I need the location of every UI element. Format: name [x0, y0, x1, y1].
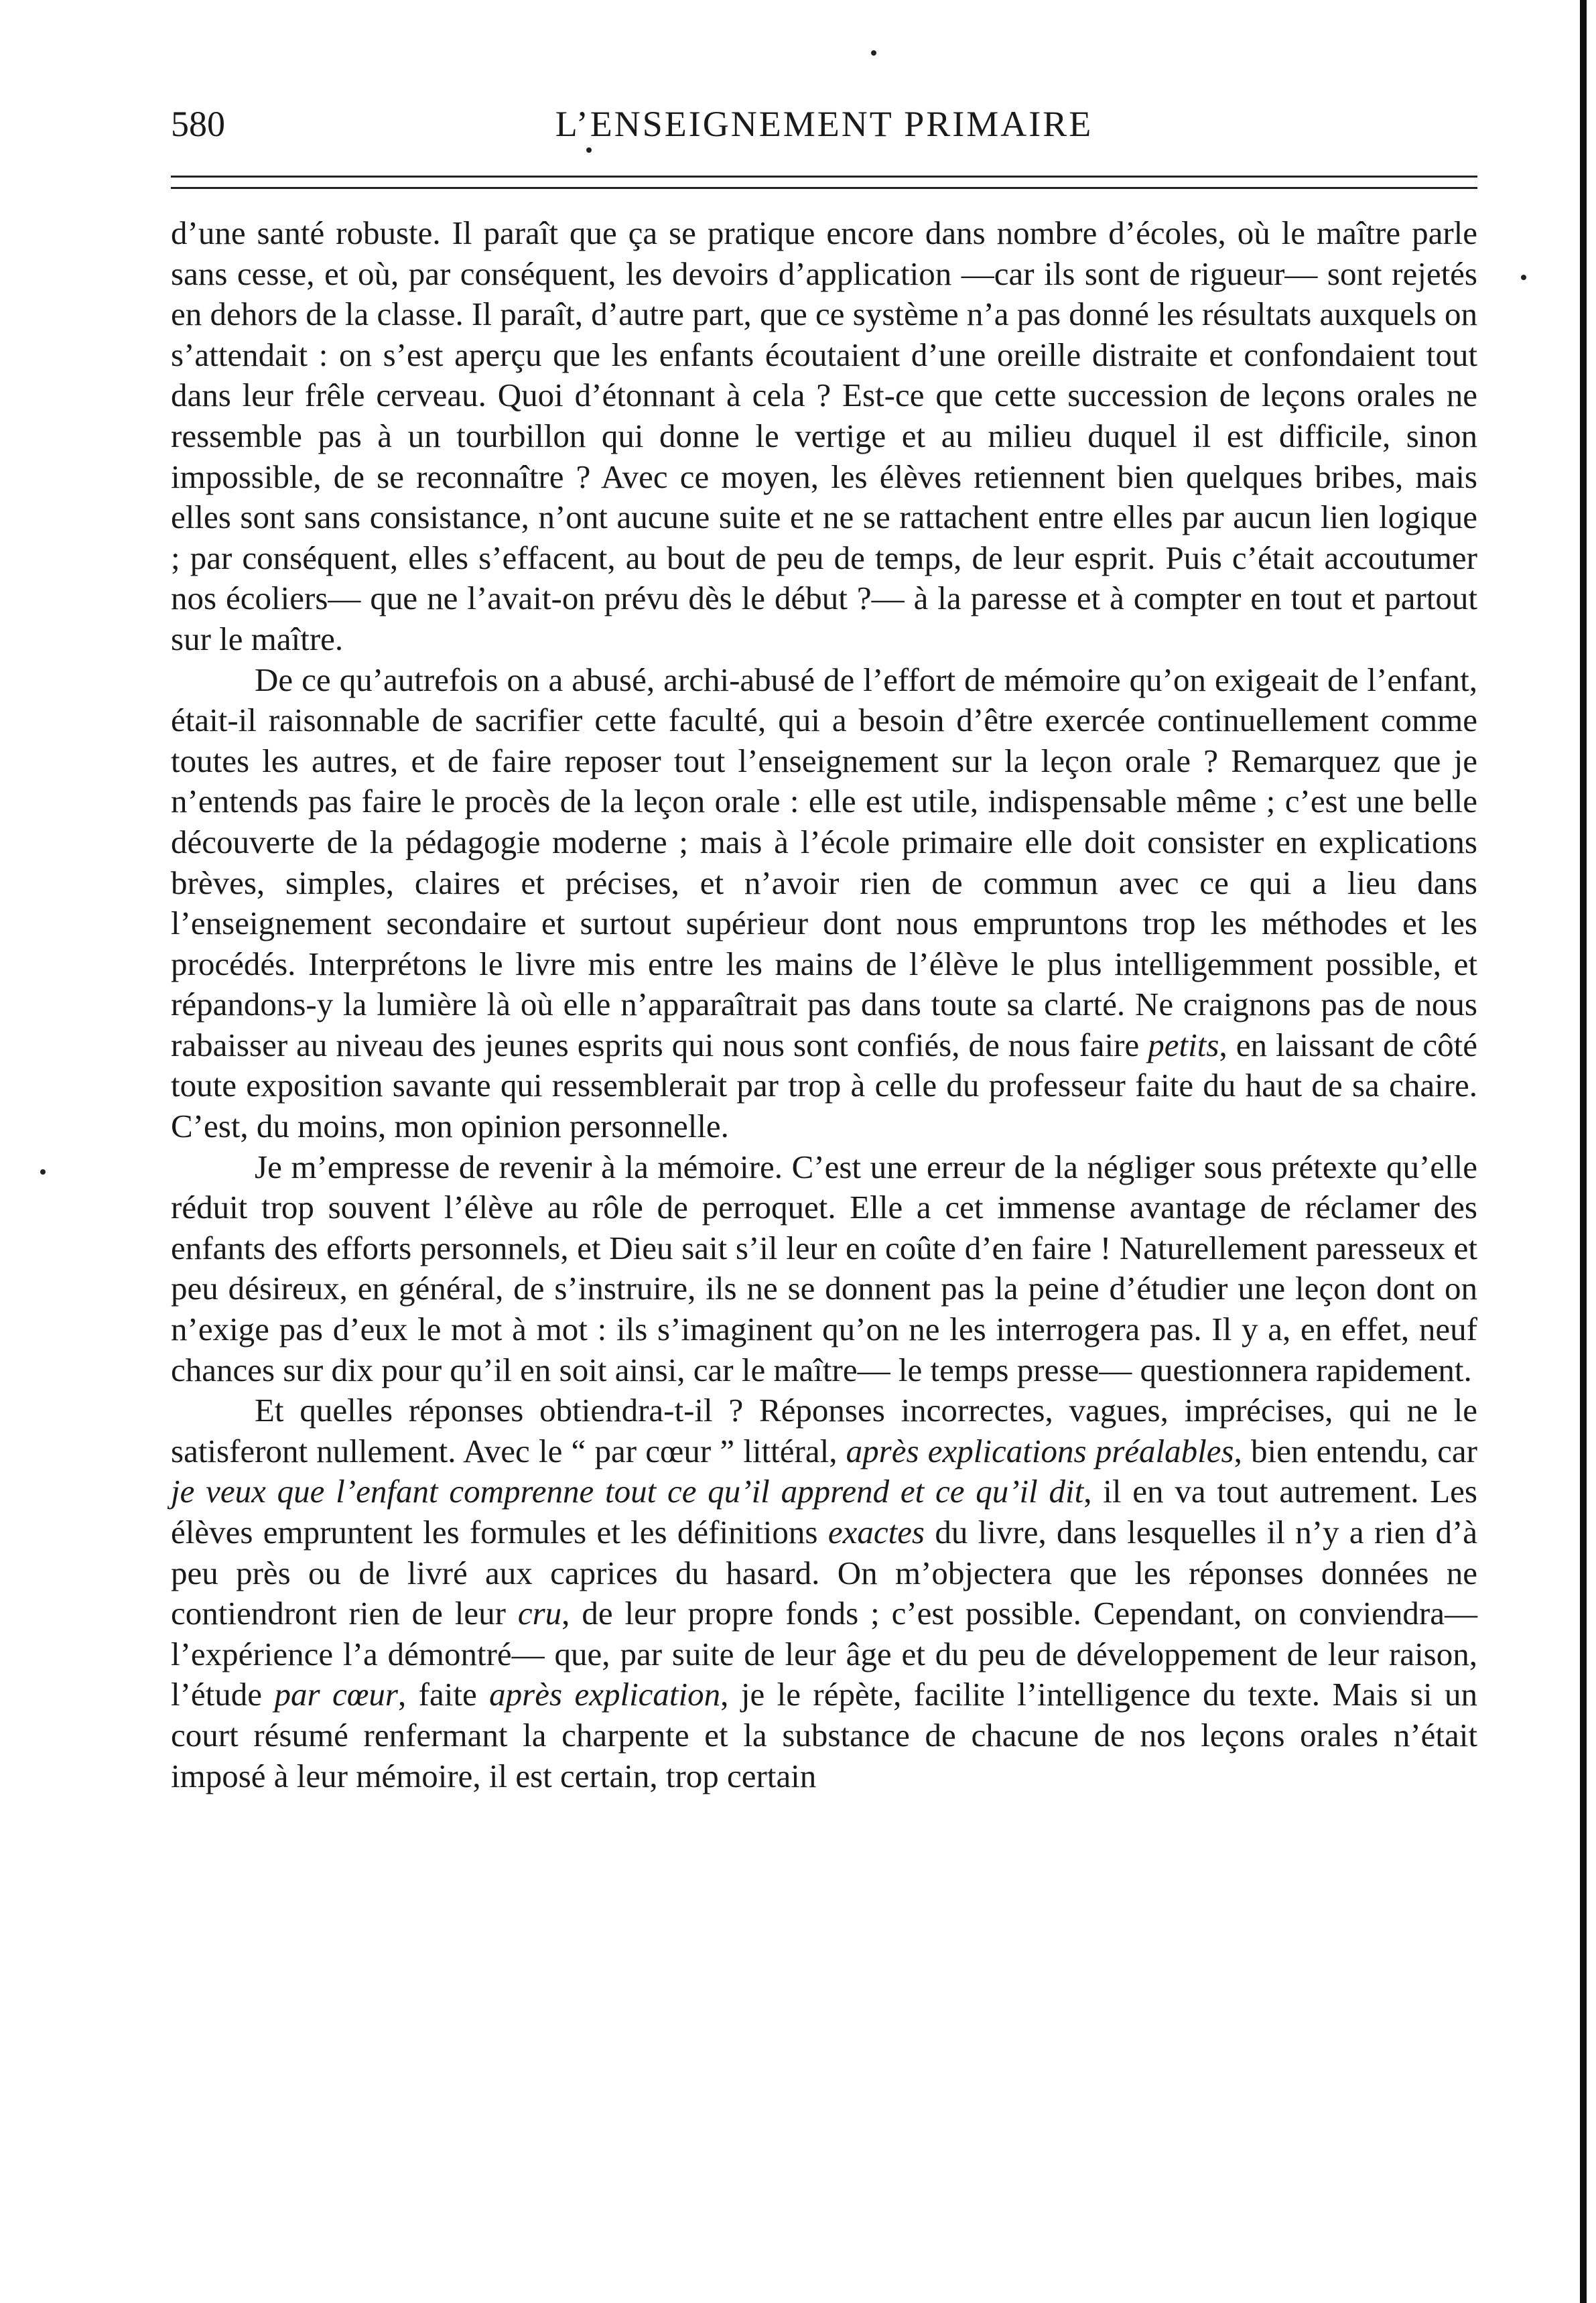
ink-speck: [586, 147, 592, 153]
ink-speck: [40, 1169, 46, 1175]
text-run: Et quelles réponses obtiendra-t-il ? Réponses incorrectes, vagues, imprécises, qui ne le satisferont nullement. Avec le “ par cœur ” littéral,: [171, 1392, 1477, 1469]
header-double-rule: [171, 176, 1477, 189]
italic-text: par cœur: [274, 1676, 398, 1713]
page-number: 580: [171, 104, 225, 144]
running-head: [171, 101, 1477, 147]
text-run: De ce qu’autrefois on a abusé, archi-abusé de l’effort de mémoire qu’on exigeait de l’enfant, était-il raisonnable de sacrifier cette faculté, qui a besoin d’être exercée continuellement comme toutes les autres, et de faire reposer tout l’enseignement sur la leçon orale ? Remarquez que je n’entends pas faire le procès de la leçon orale : elle est utile, indispensable même ; c’est une belle découverte de la pédagogie moderne ; mais à l’école primaire elle doit consister en explications brèves, simples, claires et précises, et n’avoir rien de commun avec ce qui a lieu dans l’enseignement secondaire et surtout supérieur dont nous empruntons trop les méthodes et les procédés. Interprétons le livre mis entre les mains de l’élève le plus intelligemment possible, et répandons-y la lumière là où elle n’apparaîtrait pas dans toute sa clarté. Ne craignons pas de nous rabaisser au niveau des jeunes esprits qui nous sont confiés, de nous faire: [171, 661, 1477, 1063]
text-run: du livre, dans lesquelles il n’y a rien d’à peu près ou de livré aux caprices du hasard. On m’objectera que les réponses données ne contiendront rien de leur: [171, 1514, 1478, 1632]
paragraph: [171, 660, 1477, 1147]
italic-text: après explication: [489, 1676, 721, 1713]
paragraph: [171, 1390, 1477, 1796]
paragraph: [171, 213, 1477, 660]
italic-text: après explications préalables: [846, 1432, 1234, 1469]
italic-text: petits: [1148, 1026, 1219, 1063]
body-text: [171, 213, 1477, 1796]
text-run: d’une santé robuste. Il paraît que ça se pratique encore dans nombre d’écoles, où le maître parle sans cesse, et où, par conséquent, les devoirs d’application —car ils sont de rigueur— sont rejetés en dehors de la classe. Il paraît, d’autre part, que ce système n’a pas donné les résultats auxquels on s’attendait : on s’est aperçu que les enfants écoutaient d’une oreille distraite et confondaient tout dans leur frêle cerveau. Quoi d’étonnant à cela ? Est-ce que cette succession de leçons orales ne ressemble pas à un tourbillon qui donne le vertige et au milieu duquel il est difficile, sinon impossible, de se reconnaître ? Avec ce moyen, les élèves retiennent bien quelques bribes, mais elles sont sans consistance, n’ont aucune suite et ne se rattachent entre elles par aucun lien logique ; par conséquent, elles s’effacent, au bout de peu de temps, de leur esprit. Puis c’était accoutumer nos écoliers— que ne l’avait-on prévu dès le début ?— à la paresse et à compter en tout et partout sur le maître.: [171, 214, 1477, 657]
text-run: , en laissant de côté toute exposition savante qui ressemblerait par trop à celle du professeur faite du haut de sa chaire. C’est, du moins, mon opinion personnelle.: [171, 1026, 1477, 1145]
paragraph: [171, 1147, 1477, 1391]
italic-text: je veux que l’enfant comprenne tout ce qu’il apprend et ce qu’il dit: [171, 1473, 1084, 1510]
ink-speck: [1521, 275, 1526, 280]
italic-text: cru: [517, 1595, 562, 1632]
text-run: , faite: [397, 1676, 490, 1713]
text-run: , bien entendu, car: [1234, 1432, 1477, 1469]
running-title: L’ENSEIGNEMENT PRIMAIRE: [555, 104, 1093, 144]
text-run: , je le répète, facilite l’intelligence du texte. Mais si un court résumé renfermant la charpente et la substance de chacune de nos leçons orales n’était imposé à leur mémoire, il est certain, trop certain: [171, 1676, 1477, 1794]
text-run: Je m’empresse de revenir à la mémoire. C’est une erreur de la négliger sous prétexte qu’elle réduit trop souvent l’élève au rôle de perroquet. Elle a cet immense avantage de réclamer des enfants des efforts personnels, et Dieu sait s’il leur en coûte d’en faire ! Naturellement paresseux et peu désireux, en général, de s’instruire, ils ne se donnent pas la peine d’étudier une leçon dont on n’exige pas d’eux le mot à mot : ils s’imaginent qu’on ne les interrogera pas. Il y a, en effet, neuf chances sur dix pour qu’il en soit ainsi, car le maître— le temps presse— questionnera rapidement.: [171, 1148, 1477, 1388]
text-run: , de leur propre fonds ; c’est possible. Cependant, on conviendra— l’expérience l’a démontré— que, par suite de leur âge et du peu de développement de leur raison, l’étude: [171, 1595, 1477, 1713]
ink-speck: [871, 50, 876, 56]
italic-text: exactes: [827, 1514, 925, 1551]
text-run: , il en va tout autrement. Les élèves empruntent les formules et les définitions: [171, 1473, 1478, 1551]
binding-edge: [1580, 0, 1587, 2303]
